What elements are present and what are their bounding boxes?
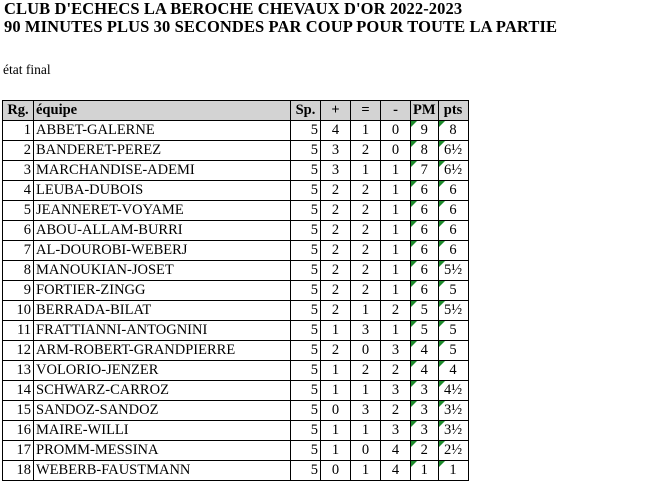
rank-cell: 15 xyxy=(3,401,34,421)
table-row xyxy=(3,121,469,141)
points-cell: 1 xyxy=(438,461,468,481)
rank-cell: 13 xyxy=(3,361,34,381)
rank-cell: 17 xyxy=(3,441,34,461)
team-name-cell: MAIRE-WILLI xyxy=(34,421,291,441)
match-points-cell: 6 xyxy=(411,281,439,301)
games-cell: 5 xyxy=(291,161,321,181)
match-points-cell: 6 xyxy=(411,221,439,241)
points-cell: 5½ xyxy=(438,261,468,281)
match-points-cell: 6 xyxy=(411,201,439,221)
draws-cell: 1 xyxy=(351,121,381,141)
losses-cell: 3 xyxy=(381,341,411,361)
column-header-losses: - xyxy=(381,101,411,121)
draws-cell: 1 xyxy=(351,381,381,401)
losses-cell: 1 xyxy=(381,281,411,301)
rank-cell: 18 xyxy=(3,461,34,481)
table-header-row xyxy=(3,101,469,121)
rank-cell: 1 xyxy=(3,121,34,141)
points-cell: 8 xyxy=(438,121,468,141)
draws-cell: 2 xyxy=(351,201,381,221)
team-name-cell: BANDERET-PEREZ xyxy=(34,141,291,161)
points-cell: 3½ xyxy=(438,421,468,441)
table-row xyxy=(3,321,469,341)
draws-cell: 1 xyxy=(351,421,381,441)
wins-cell: 1 xyxy=(321,441,351,461)
match-points-cell: 1 xyxy=(411,461,439,481)
wins-cell: 0 xyxy=(321,461,351,481)
table-row xyxy=(3,421,469,441)
rank-cell: 5 xyxy=(3,201,34,221)
team-name-cell: AL-DOUROBI-WEBERJ xyxy=(34,241,291,261)
losses-cell: 4 xyxy=(381,441,411,461)
games-cell: 5 xyxy=(291,341,321,361)
draws-cell: 1 xyxy=(351,161,381,181)
match-points-cell: 5 xyxy=(411,301,439,321)
column-header-rank: Rg. xyxy=(3,101,34,121)
draws-cell: 2 xyxy=(351,221,381,241)
draws-cell: 1 xyxy=(351,301,381,321)
rank-cell: 12 xyxy=(3,341,34,361)
wins-cell: 3 xyxy=(321,161,351,181)
losses-cell: 1 xyxy=(381,181,411,201)
points-cell: 3½ xyxy=(438,401,468,421)
draws-cell: 0 xyxy=(351,441,381,461)
games-cell: 5 xyxy=(291,441,321,461)
points-cell: 4½ xyxy=(438,381,468,401)
wins-cell: 2 xyxy=(321,201,351,221)
games-cell: 5 xyxy=(291,461,321,481)
wins-cell: 2 xyxy=(321,341,351,361)
team-name-cell: ABBET-GALERNE xyxy=(34,121,291,141)
rank-cell: 3 xyxy=(3,161,34,181)
match-points-cell: 4 xyxy=(411,361,439,381)
points-cell: 4 xyxy=(438,361,468,381)
team-name-cell: LEUBA-DUBOIS xyxy=(34,181,291,201)
team-name-cell: PROMM-MESSINA xyxy=(34,441,291,461)
games-cell: 5 xyxy=(291,381,321,401)
points-cell: 6½ xyxy=(438,161,468,181)
table-row xyxy=(3,141,469,161)
points-cell: 2½ xyxy=(438,441,468,461)
games-cell: 5 xyxy=(291,361,321,381)
draws-cell: 2 xyxy=(351,181,381,201)
team-name-cell: ARM-ROBERT-GRANDPIERRE xyxy=(34,341,291,361)
rank-cell: 6 xyxy=(3,221,34,241)
table-row xyxy=(3,161,469,181)
points-cell: 5 xyxy=(438,281,468,301)
column-header-games: Sp. xyxy=(291,101,321,121)
match-points-cell: 9 xyxy=(411,121,439,141)
wins-cell: 2 xyxy=(321,281,351,301)
losses-cell: 1 xyxy=(381,201,411,221)
team-name-cell: MARCHANDISE-ADEMI xyxy=(34,161,291,181)
losses-cell: 2 xyxy=(381,301,411,321)
losses-cell: 0 xyxy=(381,121,411,141)
games-cell: 5 xyxy=(291,321,321,341)
match-points-cell: 6 xyxy=(411,261,439,281)
column-header-draws: = xyxy=(351,101,381,121)
column-header-wins: + xyxy=(321,101,351,121)
rank-cell: 10 xyxy=(3,301,34,321)
team-name-cell: WEBERB-FAUSTMANN xyxy=(34,461,291,481)
losses-cell: 1 xyxy=(381,221,411,241)
points-cell: 6 xyxy=(438,201,468,221)
losses-cell: 3 xyxy=(381,381,411,401)
wins-cell: 2 xyxy=(321,181,351,201)
table-row xyxy=(3,241,469,261)
team-name-cell: FORTIER-ZINGG xyxy=(34,281,291,301)
points-cell: 6½ xyxy=(438,141,468,161)
draws-cell: 3 xyxy=(351,401,381,421)
table-row xyxy=(3,221,469,241)
games-cell: 5 xyxy=(291,221,321,241)
points-cell: 6 xyxy=(438,241,468,261)
games-cell: 5 xyxy=(291,121,321,141)
draws-cell: 2 xyxy=(351,361,381,381)
points-cell: 5 xyxy=(438,341,468,361)
match-points-cell: 3 xyxy=(411,401,439,421)
team-name-cell: FRATTIANNI-ANTOGNINI xyxy=(34,321,291,341)
table-row xyxy=(3,381,469,401)
rank-cell: 11 xyxy=(3,321,34,341)
wins-cell: 1 xyxy=(321,381,351,401)
match-points-cell: 3 xyxy=(411,381,439,401)
losses-cell: 1 xyxy=(381,261,411,281)
wins-cell: 2 xyxy=(321,221,351,241)
rank-cell: 7 xyxy=(3,241,34,261)
points-cell: 6 xyxy=(438,221,468,241)
match-points-cell: 4 xyxy=(411,341,439,361)
draws-cell: 1 xyxy=(351,461,381,481)
table-row xyxy=(3,361,469,381)
standings-table xyxy=(2,100,469,481)
games-cell: 5 xyxy=(291,201,321,221)
losses-cell: 2 xyxy=(381,401,411,421)
match-points-cell: 3 xyxy=(411,421,439,441)
team-name-cell: ABOU-ALLAM-BURRI xyxy=(34,221,291,241)
points-cell: 5½ xyxy=(438,301,468,321)
wins-cell: 1 xyxy=(321,321,351,341)
table-row xyxy=(3,261,469,281)
draws-cell: 3 xyxy=(351,321,381,341)
draws-cell: 2 xyxy=(351,261,381,281)
wins-cell: 1 xyxy=(321,361,351,381)
draws-cell: 2 xyxy=(351,281,381,301)
table-row xyxy=(3,181,469,201)
team-name-cell: BERRADA-BILAT xyxy=(34,301,291,321)
games-cell: 5 xyxy=(291,281,321,301)
rank-cell: 8 xyxy=(3,261,34,281)
losses-cell: 4 xyxy=(381,461,411,481)
rank-cell: 4 xyxy=(3,181,34,201)
losses-cell: 1 xyxy=(381,161,411,181)
wins-cell: 2 xyxy=(321,261,351,281)
losses-cell: 1 xyxy=(381,241,411,261)
games-cell: 5 xyxy=(291,261,321,281)
games-cell: 5 xyxy=(291,181,321,201)
team-name-cell: SCHWARZ-CARROZ xyxy=(34,381,291,401)
wins-cell: 4 xyxy=(321,121,351,141)
team-name-cell: SANDOZ-SANDOZ xyxy=(34,401,291,421)
wins-cell: 1 xyxy=(321,421,351,441)
wins-cell: 3 xyxy=(321,141,351,161)
rank-cell: 2 xyxy=(3,141,34,161)
rank-cell: 14 xyxy=(3,381,34,401)
games-cell: 5 xyxy=(291,421,321,441)
team-name-cell: VOLORIO-JENZER xyxy=(34,361,291,381)
table-row xyxy=(3,301,469,321)
match-points-cell: 8 xyxy=(411,141,439,161)
losses-cell: 0 xyxy=(381,141,411,161)
games-cell: 5 xyxy=(291,241,321,261)
losses-cell: 2 xyxy=(381,361,411,381)
rank-cell: 9 xyxy=(3,281,34,301)
column-header-team: équipe xyxy=(34,101,291,121)
draws-cell: 0 xyxy=(351,341,381,361)
column-header-match-points: PM xyxy=(411,101,439,121)
match-points-cell: 6 xyxy=(411,181,439,201)
match-points-cell: 5 xyxy=(411,321,439,341)
games-cell: 5 xyxy=(291,141,321,161)
draws-cell: 2 xyxy=(351,241,381,261)
losses-cell: 3 xyxy=(381,421,411,441)
points-cell: 5 xyxy=(438,321,468,341)
team-name-cell: JEANNERET-VOYAME xyxy=(34,201,291,221)
column-header-points: pts xyxy=(438,101,468,121)
games-cell: 5 xyxy=(291,401,321,421)
match-points-cell: 6 xyxy=(411,241,439,261)
points-cell: 6 xyxy=(438,181,468,201)
wins-cell: 2 xyxy=(321,301,351,321)
page-title: CLUB D'ECHECS LA BEROCHE CHEVAUX D'OR 2022-2023 xyxy=(4,0,463,18)
table-row xyxy=(3,341,469,361)
status-text: état final xyxy=(3,62,51,77)
table-row xyxy=(3,201,469,221)
losses-cell: 1 xyxy=(381,321,411,341)
draws-cell: 2 xyxy=(351,141,381,161)
table-row xyxy=(3,281,469,301)
games-cell: 5 xyxy=(291,301,321,321)
table-row xyxy=(3,401,469,421)
team-name-cell: MANOUKIAN-JOSET xyxy=(34,261,291,281)
wins-cell: 2 xyxy=(321,241,351,261)
rank-cell: 16 xyxy=(3,421,34,441)
wins-cell: 0 xyxy=(321,401,351,421)
table-row xyxy=(3,441,469,461)
match-points-cell: 2 xyxy=(411,441,439,461)
match-points-cell: 7 xyxy=(411,161,439,181)
page-subtitle: 90 MINUTES PLUS 30 SECONDES PAR COUP POUR TOUTE LA PARTIE xyxy=(4,17,558,36)
